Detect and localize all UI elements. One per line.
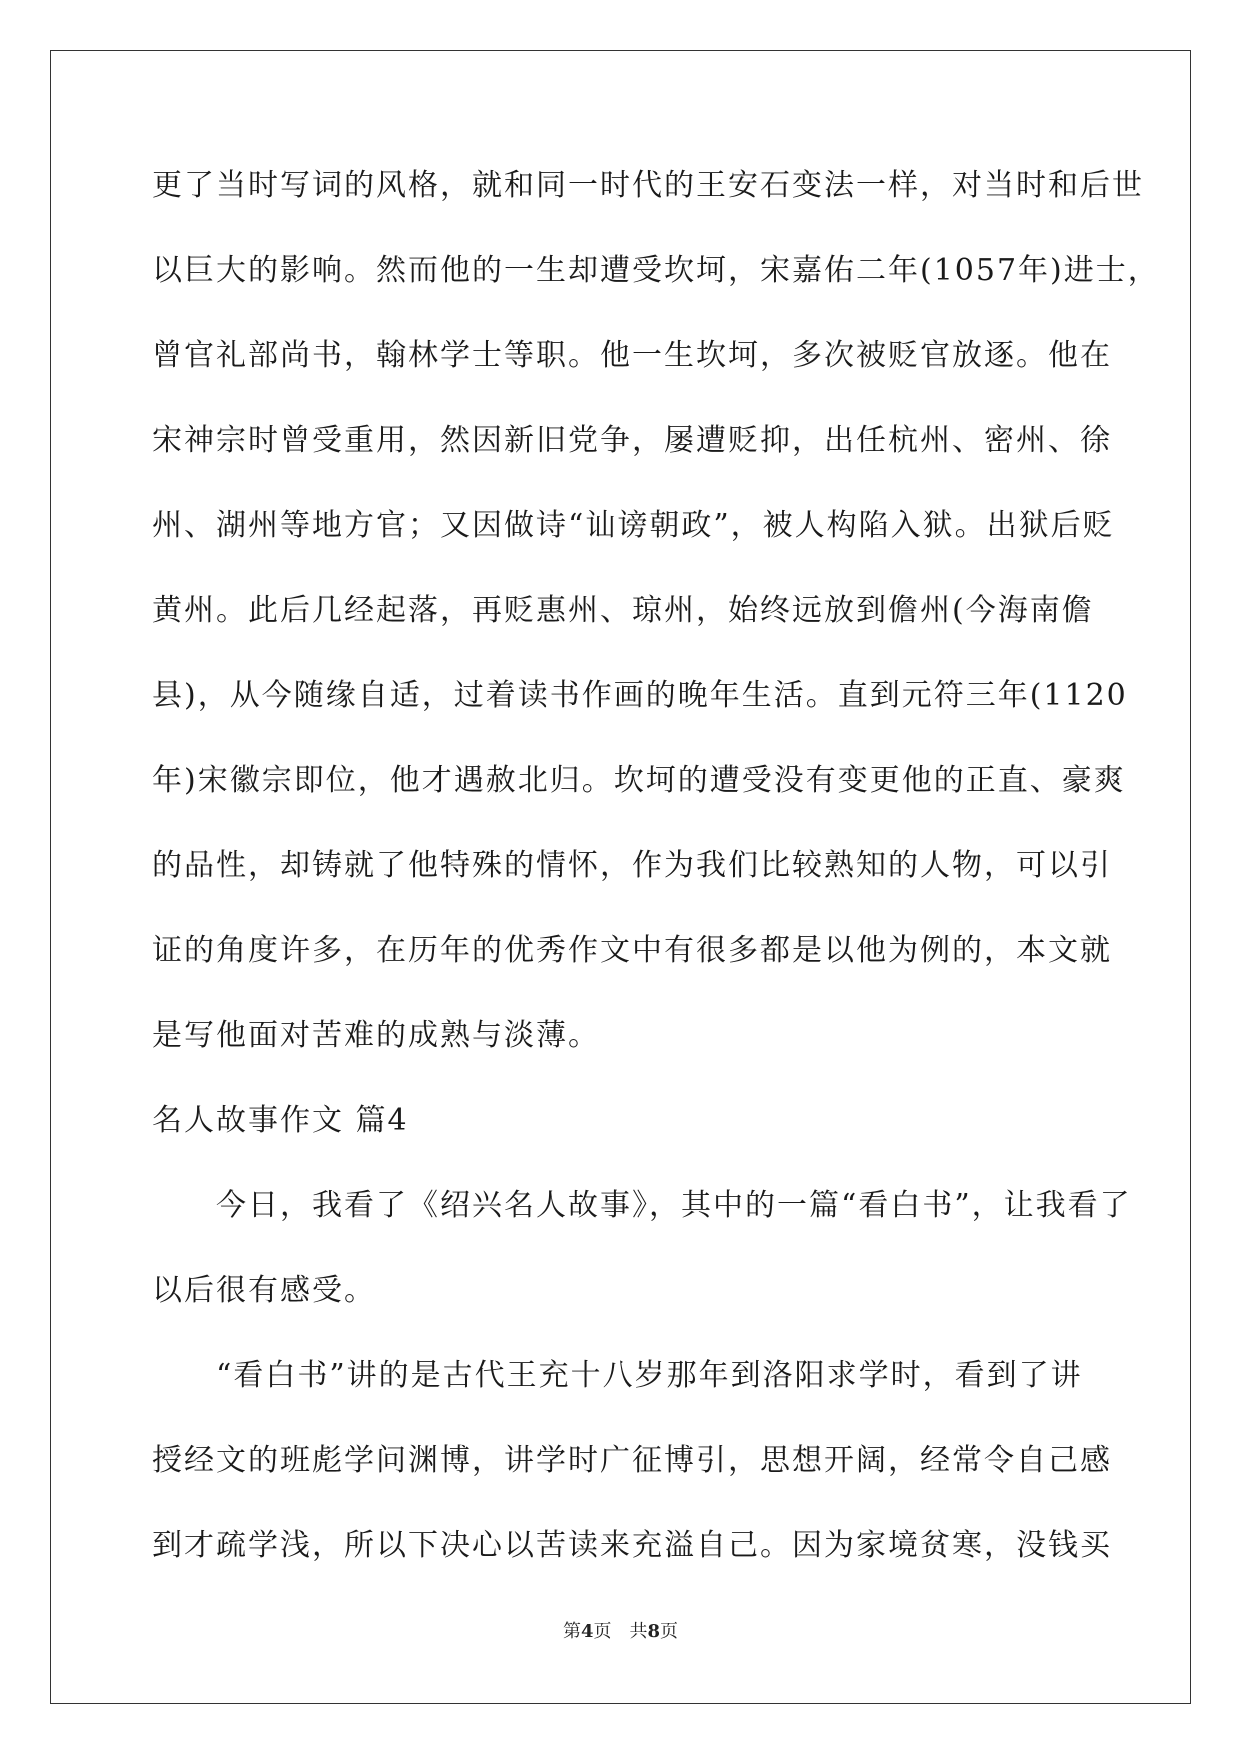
- footer-suffix: 页: [660, 1621, 679, 1642]
- page-footer: [0, 1620, 1241, 1644]
- text-line: 年)宋徽宗即位，他才遇赦北归。坎坷的遭受没有变更他的正直、豪爽: [152, 763, 1126, 798]
- current-page-number: 4: [580, 1621, 594, 1642]
- section-heading: 名人故事作文 篇4: [152, 1103, 409, 1138]
- text-line: “看白书”讲的是古代王充十八岁那年到洛阳求学时，看到了讲: [152, 1358, 1083, 1393]
- text-line: 以巨大的影响。然而他的一生却遭受坎坷，宋嘉佑二年(1057年)进士，: [152, 253, 1160, 288]
- text-line: 的品性，却铸就了他特殊的情怀，作为我们比较熟知的人物，可以引: [152, 848, 1112, 883]
- text-line: 黄州。此后几经起落，再贬惠州、琼州，始终远放到儋州(今海南儋: [152, 593, 1094, 628]
- footer-middle: 页 共: [593, 1621, 648, 1642]
- text-line: 县)，从今随缘自适，过着读书作画的晚年生活。直到元符三年(1120: [152, 678, 1128, 713]
- text-line: 到才疏学浅，所以下决心以苦读来充溢自己。因为家境贫寒，没钱买: [152, 1528, 1112, 1563]
- footer-prefix: 第: [562, 1621, 581, 1642]
- text-line: 更了当时写词的风格，就和同一时代的王安石变法一样，对当时和后世: [152, 168, 1144, 203]
- total-pages-number: 8: [647, 1621, 661, 1642]
- text-line: 州、湖州等地方官；又因做诗“讪谤朝政”，被人构陷入狱。出狱后贬: [152, 508, 1115, 543]
- text-line: 是写他面对苦难的成熟与淡薄。: [152, 1018, 600, 1053]
- text-line: 以后很有感受。: [152, 1273, 376, 1308]
- text-line: 证的角度许多，在历年的优秀作文中有很多都是以他为例的，本文就: [152, 933, 1112, 968]
- text-line: 授经文的班彪学问渊博，讲学时广征博引，思想开阔，经常令自己感: [152, 1443, 1112, 1478]
- text-line: 宋神宗时曾受重用，然因新旧党争，屡遭贬抑，出任杭州、密州、徐: [152, 423, 1112, 458]
- text-line: 曾官礼部尚书，翰林学士等职。他一生坎坷，多次被贬官放逐。他在: [152, 338, 1112, 373]
- text-line: 今日，我看了《绍兴名人故事》，其中的一篇“看白书”，让我看了: [152, 1188, 1132, 1223]
